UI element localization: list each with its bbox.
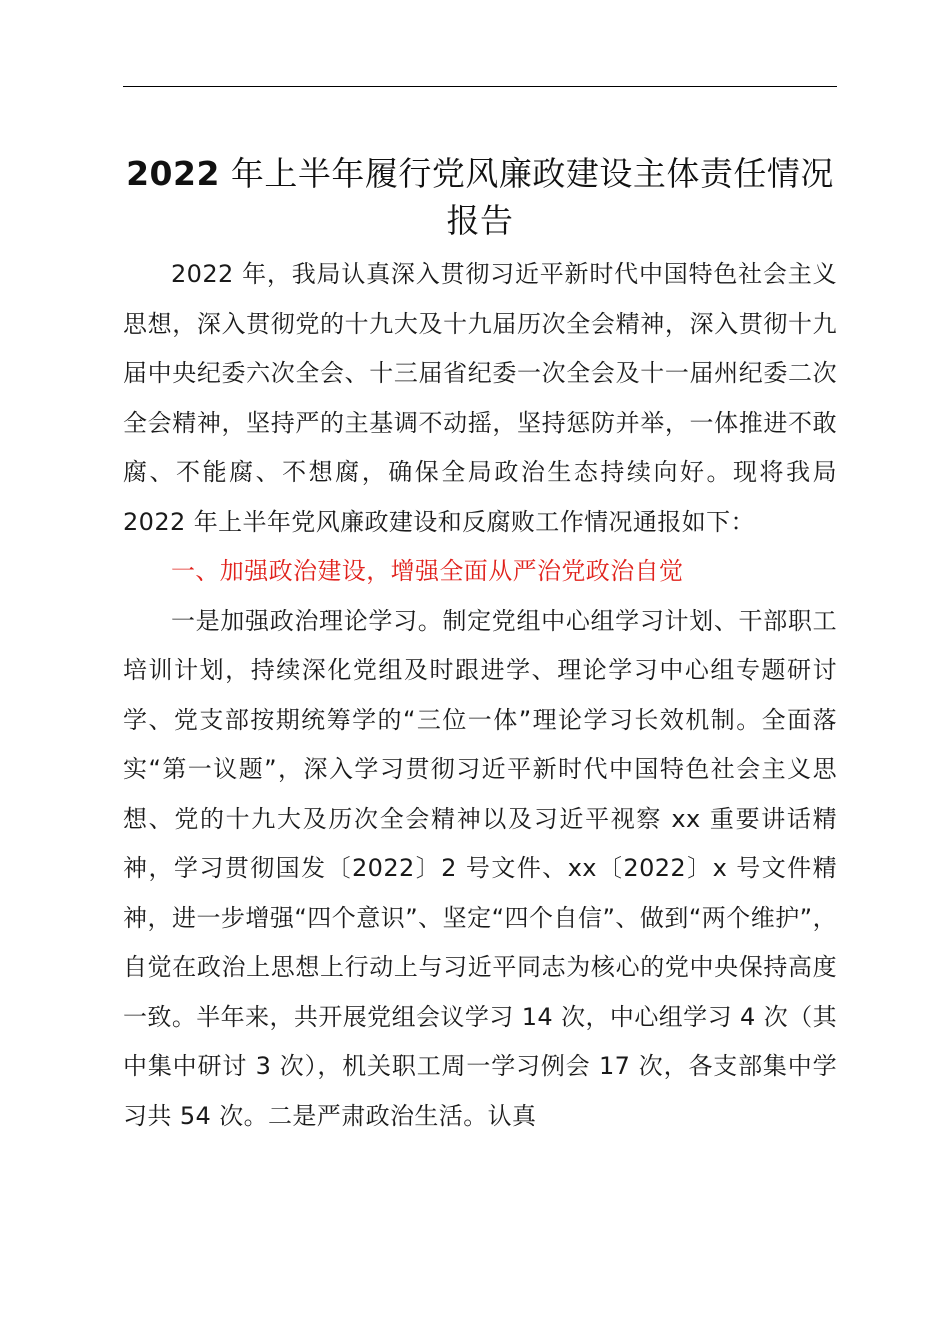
title-year: 2022: [126, 154, 220, 193]
body-paragraph: 一是加强政治理论学习。制定党组中心组学习计划、干部职工培训计划，持续深化党组及时跟进学、理论学习中心组专题研讨学、党支部按期统筹学的“三位一体”理论学习长效机制。全面落实“第一议题”，深入学习贯彻习近平新时代中国特色社会主义思想、党的十九大及历次全会精神以及习近平视察 xx 重要讲话精神，学习贯彻国发〔2022〕2 号文件、xx〔2022〕x 号文件精神，进一步增强“四个意识”、坚定“四个自信”、做到“两个维护”，自觉在政治上思想上行动上与习近平同志为核心的党中央保持高度一致。半年来，共开展党组会议学习 14 次，中心组学习 4 次（其中集中研讨 3 次），机关职工周一学习例会 17 次，各支部集中学习共 54 次。二是严肃政治生活。认真: [123, 606, 837, 1130]
document-title: [123, 150, 837, 244]
title-text: 年上半年履行党风廉政建设主体责任情况报告: [219, 154, 834, 240]
document-body: [123, 250, 837, 1141]
section-heading: 一、加强政治建设，增强全面从严治党政治自觉: [171, 557, 684, 585]
header-rule: [123, 86, 837, 87]
intro-paragraph: 2022 年，我局认真深入贯彻习近平新时代中国特色社会主义思想，深入贯彻党的十九大及十九届历次全会精神，深入贯彻十九届中央纪委六次全会、十三届省纪委一次全会及十一届州纪委二次全会精神，坚持严的主基调不动摇，坚持惩防并举，一体推进不敢腐、不能腐、不想腐，确保全局政治生态持续向好。现将我局 2022 年上半年党风廉政建设和反腐败工作情况通报如下：: [123, 260, 837, 536]
